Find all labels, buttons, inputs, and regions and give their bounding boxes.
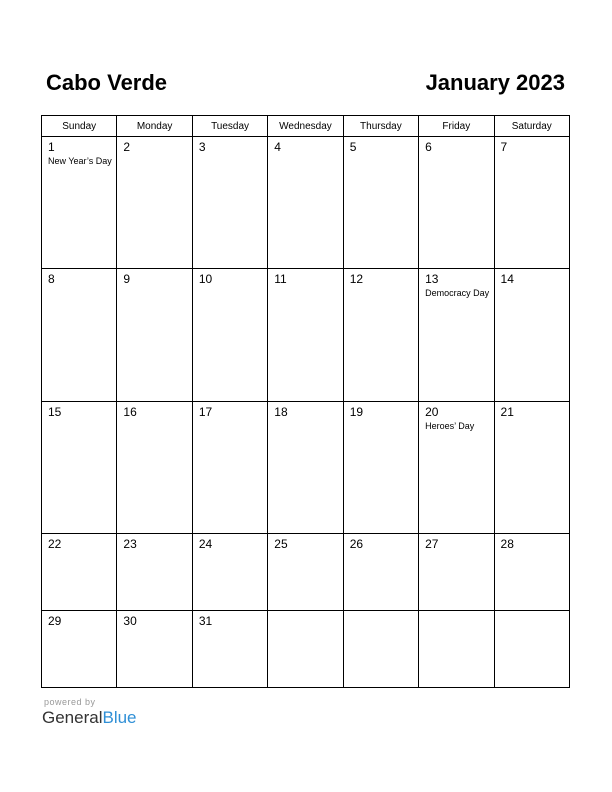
day-cell	[192, 401, 267, 533]
day-number: 28	[500, 537, 514, 552]
weekday-sunday: Sunday	[42, 116, 117, 137]
day-number: 29	[48, 614, 62, 629]
day-number: 17	[198, 404, 213, 419]
calendar-grid	[41, 115, 570, 688]
day-number: 13	[425, 272, 439, 287]
day-cell	[494, 137, 569, 269]
day-number: 27	[425, 537, 439, 552]
weekday-thursday: Thursday	[343, 116, 418, 137]
day-number: 24	[198, 537, 213, 552]
day-cell	[419, 534, 494, 611]
day-cell	[343, 534, 418, 611]
day-cell	[117, 137, 192, 269]
day-cell	[343, 137, 418, 269]
day-number: 26	[349, 537, 364, 552]
holiday-label: Democracy Day	[425, 288, 490, 299]
day-number: 25	[274, 537, 288, 552]
weekday-header-row	[42, 116, 570, 137]
day-number: 1	[48, 140, 55, 154]
day-cell	[268, 269, 343, 401]
day-cell	[42, 401, 117, 533]
day-cell	[42, 269, 117, 401]
weekday-monday: Monday	[117, 116, 192, 137]
day-cell	[192, 137, 267, 269]
weekday-tuesday: Tuesday	[192, 116, 267, 137]
day-cell	[42, 611, 117, 688]
day-cell	[192, 534, 267, 611]
day-cell	[117, 401, 192, 533]
generalblue-logo	[42, 708, 137, 728]
brand-general-text: General	[42, 708, 103, 727]
week-row	[42, 611, 570, 688]
day-number: 7	[500, 140, 508, 154]
day-cell	[419, 137, 494, 269]
month-year-title: January 2023	[425, 70, 565, 95]
day-cell	[494, 269, 569, 401]
day-number: 12	[349, 272, 364, 287]
week-row	[42, 534, 570, 611]
day-number: 3	[198, 140, 206, 154]
day-cell	[117, 611, 192, 688]
day-number: 9	[123, 272, 131, 287]
day-cell	[117, 534, 192, 611]
country-title: Cabo Verde	[46, 70, 168, 95]
week-row	[42, 269, 570, 401]
day-number: 16	[123, 404, 137, 419]
day-number: 31	[198, 614, 213, 629]
day-cell	[419, 401, 494, 533]
day-number: 21	[500, 404, 514, 419]
day-number: 18	[274, 404, 288, 419]
day-cell	[268, 611, 343, 688]
holiday-label: Heroes’ Day	[425, 420, 475, 431]
day-number: 10	[198, 272, 213, 287]
week-row	[42, 137, 570, 269]
day-number: 11	[274, 272, 287, 287]
day-cell	[494, 611, 569, 688]
week-row	[42, 401, 570, 533]
holiday-label: New Year’s Day	[48, 156, 112, 166]
day-cell	[42, 137, 117, 269]
day-number: 4	[274, 140, 281, 154]
weekday-wednesday: Wednesday	[268, 116, 343, 137]
day-cell	[192, 611, 267, 688]
day-cell	[494, 401, 569, 533]
day-cell	[268, 534, 343, 611]
day-cell	[192, 269, 267, 401]
day-number: 5	[349, 140, 357, 154]
weekday-saturday: Saturday	[494, 116, 569, 137]
day-number: 6	[425, 140, 432, 154]
day-number: 30	[123, 614, 137, 629]
day-number: 15	[48, 404, 62, 419]
day-number: 20	[425, 404, 439, 419]
brand-blue-text: Blue	[102, 708, 137, 727]
day-number: 19	[349, 404, 364, 419]
day-number: 8	[48, 272, 55, 287]
day-cell	[494, 534, 569, 611]
day-cell	[268, 401, 343, 533]
day-cell	[343, 401, 418, 533]
day-cell	[343, 611, 418, 688]
day-cell	[268, 137, 343, 269]
day-number: 22	[48, 537, 62, 552]
weekday-friday: Friday	[419, 116, 494, 137]
day-cell	[343, 269, 418, 401]
day-cell	[419, 269, 494, 401]
day-number: 14	[500, 272, 514, 287]
day-cell	[117, 269, 192, 401]
day-number: 23	[123, 537, 137, 552]
day-cell	[42, 534, 117, 611]
day-cell	[419, 611, 494, 688]
day-number: 2	[123, 140, 131, 154]
powered-by-text: powered by	[44, 697, 96, 707]
